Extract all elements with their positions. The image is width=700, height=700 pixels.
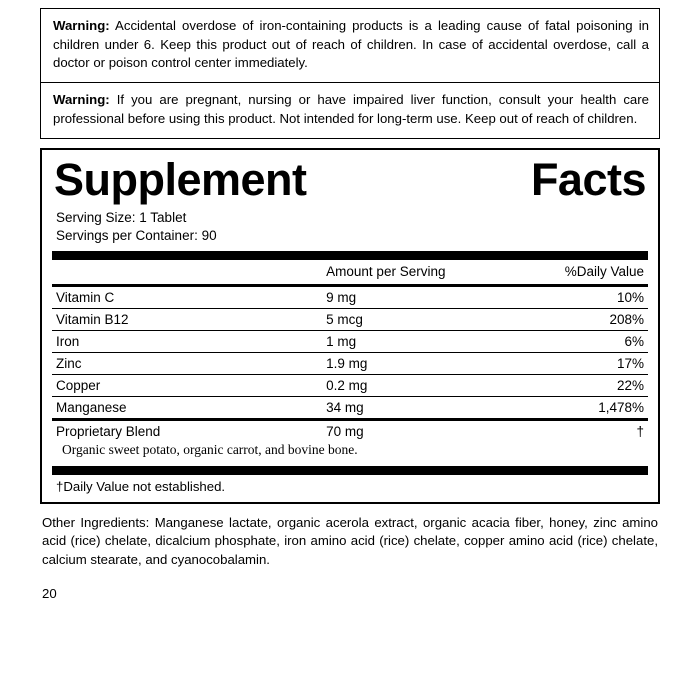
supplement-facts-title — [52, 154, 648, 203]
table-row — [52, 352, 648, 374]
serving-size: Serving Size: 1 Tablet — [56, 209, 187, 225]
table-row — [52, 396, 648, 418]
page-number: 20 — [42, 585, 57, 601]
nutrient-daily-value: 22% — [505, 374, 648, 396]
rule-thick-top — [52, 251, 648, 260]
header-amount-per-serving: Amount per Serving — [326, 263, 446, 279]
nutrient-name: Vitamin C — [56, 289, 115, 305]
nutrient-rows-table — [52, 287, 648, 418]
other-ingredients: Other Ingredients: Manganese lactate, organic acerola extract, organic acacia fiber, honey, zinc amino acid (rice) chelate, dicalcium phosphate, iron amino acid (rice) chelate, copper amino acid (rice) chelate, calcium stearate, and cyanocobalamin. — [42, 514, 658, 568]
daily-value-note: †Daily Value not established. — [56, 478, 226, 494]
blend-daily-value: † — [636, 423, 644, 439]
nutrient-daily-value: 208% — [505, 308, 648, 330]
table-row — [52, 308, 648, 330]
header-daily-value: %Daily Value — [564, 263, 644, 279]
table-row-blend — [52, 421, 648, 442]
servings-per-container: Servings per Container: 90 — [56, 227, 217, 243]
blend-name: Proprietary Blend — [56, 423, 161, 439]
warning-body: Accidental overdose of iron-containing products is a leading cause of fatal poisoning in children under 6. Keep this product out of reach of children. In case of accidental overdose, call a doctor or poison control center immediately. — [53, 18, 649, 71]
warning-box-iron — [40, 8, 660, 83]
nutrient-daily-value: 6% — [505, 330, 648, 352]
nutrient-name: Iron — [52, 330, 326, 352]
nutrient-amount: 5 mcg — [326, 308, 505, 330]
nutrient-daily-value: 17% — [505, 352, 648, 374]
warning-label: Warning: — [53, 92, 110, 108]
table-row — [52, 287, 648, 309]
nutrient-name: Zinc — [52, 352, 326, 374]
title-word-facts: Facts — [530, 153, 646, 205]
supplement-facts-panel — [40, 148, 660, 504]
nutrient-amount: 9 mg — [326, 289, 357, 305]
table-row — [52, 374, 648, 396]
nutrient-amount: 34 mg — [326, 396, 505, 418]
nutrient-amount: 1 mg — [326, 330, 505, 352]
warning-text-iron — [53, 17, 649, 73]
warning-body: If you are pregnant, nursing or have impaired liver function, consult your health care professional before using this product. Not intended for long-term use. Keep out of reach of children. — [53, 92, 649, 126]
blend-amount: 70 mg — [326, 423, 364, 439]
nutrient-amount: 1.9 mg — [326, 352, 505, 374]
table-row — [52, 330, 648, 352]
warning-text-pregnancy — [53, 91, 649, 128]
serving-info — [52, 203, 648, 245]
blend-ingredients: Organic sweet potato, organic carrot, and bovine bone. — [62, 441, 358, 457]
nutrient-amount: 0.2 mg — [326, 374, 505, 396]
nutrient-name: Manganese — [52, 396, 326, 418]
nutrient-name: Copper — [52, 374, 326, 396]
table-header-row — [52, 260, 648, 284]
nutrient-daily-value: 10% — [616, 289, 644, 305]
warning-box-pregnancy — [40, 83, 660, 138]
nutrient-daily-value: 1,478% — [505, 396, 648, 418]
proprietary-blend-table — [52, 421, 648, 442]
header-nutrient — [52, 260, 326, 284]
nutrient-name: Vitamin B12 — [52, 308, 326, 330]
nutrition-table — [52, 260, 648, 284]
warning-label: Warning: — [53, 18, 110, 33]
title-word-supplement: Supplement — [54, 153, 307, 205]
rule-thick-bottom — [52, 466, 648, 475]
